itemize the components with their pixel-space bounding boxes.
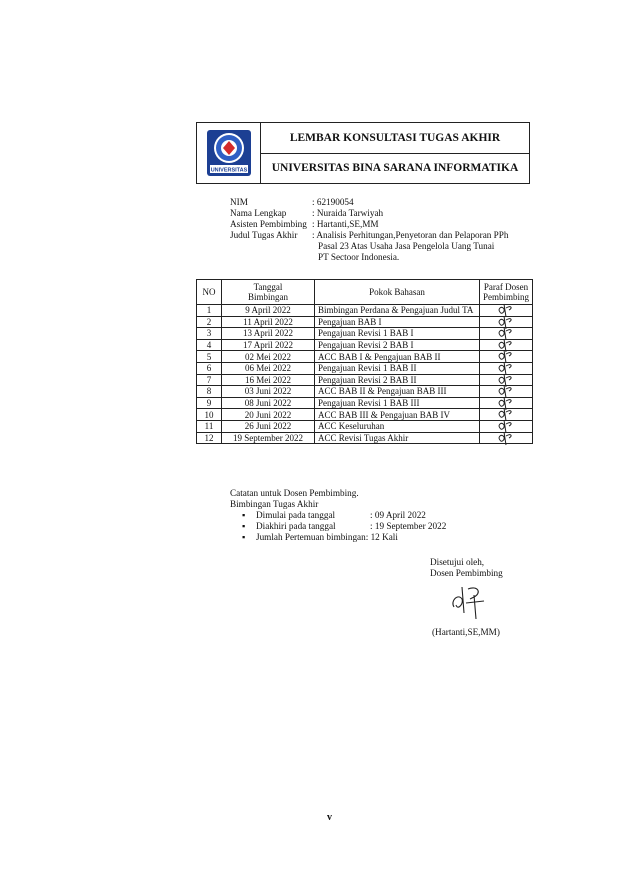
row-date: 9 April 2022 <box>222 305 315 317</box>
header-date <box>222 280 315 305</box>
row-topic: Pengajuan Revisi 1 BAB II <box>315 362 480 374</box>
notes-subtitle: Bimbingan Tugas Akhir <box>230 499 319 509</box>
name-value: : Nuraida Tarwiyah <box>312 208 384 218</box>
page-number: v <box>327 812 332 823</box>
table-row <box>197 305 533 317</box>
end-value: : 19 September 2022 <box>370 521 447 531</box>
document-header <box>196 122 530 184</box>
header-topic: Pokok Bahasan <box>315 280 480 305</box>
table-row <box>197 328 533 340</box>
signer-name: (Hartanti,SE,MM) <box>432 627 500 637</box>
start-line <box>242 510 446 521</box>
start-value: : 09 April 2022 <box>370 510 426 520</box>
thesis-label: Judul Tugas Akhir <box>230 230 298 240</box>
table-row <box>197 397 533 409</box>
row-no: 4 <box>197 339 222 351</box>
row-date: 16 Mei 2022 <box>222 374 315 386</box>
row-no: 9 <box>197 397 222 409</box>
row-no: 7 <box>197 374 222 386</box>
university-name: UNIVERSITAS BINA SARANA INFORMATIKA <box>271 162 519 175</box>
signature-icon <box>448 583 488 621</box>
bullet-icon: ▪ <box>242 510 246 520</box>
supervisor-notes <box>230 488 446 543</box>
row-paraf <box>479 432 532 444</box>
row-no: 5 <box>197 351 222 363</box>
count-value: : 12 Kali <box>365 532 398 542</box>
header-date-line-2: Bimbingan <box>248 292 288 302</box>
table-row <box>197 351 533 363</box>
student-info <box>230 197 522 263</box>
bullet-icon: ▪ <box>242 521 246 531</box>
row-no: 2 <box>197 316 222 328</box>
row-date: 17 April 2022 <box>222 339 315 351</box>
bullet-icon: ▪ <box>242 532 246 542</box>
table-row <box>197 362 533 374</box>
table-row <box>197 432 533 444</box>
row-topic: Pengajuan Revisi 2 BAB II <box>315 374 480 386</box>
header-paraf <box>479 280 532 305</box>
approval-line-1: Disetujui oleh, <box>430 557 485 567</box>
name-line <box>230 208 522 219</box>
table-row <box>197 420 533 432</box>
assistant-label: Asisten Pembimbing <box>230 219 307 229</box>
assistant-value: : Hartanti,SE,MM <box>312 219 379 229</box>
header-no: NO <box>197 280 222 305</box>
table-row <box>197 386 533 398</box>
row-date: 03 Juni 2022 <box>222 386 315 398</box>
row-date: 06 Mei 2022 <box>222 362 315 374</box>
row-topic: ACC Keseluruhan <box>315 420 480 432</box>
table-row <box>197 374 533 386</box>
row-no: 3 <box>197 328 222 340</box>
row-no: 6 <box>197 362 222 374</box>
approval-line-2: Dosen Pembimbing <box>430 568 503 578</box>
university-logo-icon <box>206 129 252 177</box>
logo-cell <box>197 123 261 183</box>
row-topic: ACC BAB I & Pengajuan BAB II <box>315 351 480 363</box>
row-date: 11 April 2022 <box>222 316 315 328</box>
name-label: Nama Lengkap <box>230 208 287 218</box>
document-title: LEMBAR KONSULTASI TUGAS AKHIR <box>261 123 529 154</box>
assistant-line <box>230 219 522 230</box>
row-topic: Pengajuan BAB I <box>315 316 480 328</box>
thesis-value-line-2: Pasal 23 Atas Usaha Jasa Pengelola Uang Tunai <box>318 241 495 251</box>
row-date: 02 Mei 2022 <box>222 351 315 363</box>
nim-line <box>230 197 522 208</box>
table-row <box>197 409 533 421</box>
start-label: Dimulai pada tanggal <box>256 510 336 520</box>
thesis-value-line-1: : Analisis Perhitungan,Penyetoran dan Pelaporan PPh <box>312 230 509 240</box>
row-date: 20 Juni 2022 <box>222 409 315 421</box>
approval-block <box>430 557 503 579</box>
row-no: 11 <box>197 420 222 432</box>
thesis-value <box>312 230 522 263</box>
count-line <box>242 532 446 543</box>
notes-bullets <box>242 510 446 543</box>
nim-value: : 62190054 <box>312 197 354 207</box>
title-cell <box>261 123 529 183</box>
table-row <box>197 339 533 351</box>
end-line <box>242 521 446 532</box>
row-topic: ACC BAB III & Pengajuan BAB IV <box>315 409 480 421</box>
svg-text:UNIVERSITAS: UNIVERSITAS <box>210 167 247 174</box>
row-topic: Bimbingan Perdana & Pengajuan Judul TA <box>315 305 480 317</box>
row-no: 10 <box>197 409 222 421</box>
row-topic: ACC BAB II & Pengajuan BAB III <box>315 386 480 398</box>
header-date-line-1: Tanggal <box>253 282 283 292</box>
row-date: 13 April 2022 <box>222 328 315 340</box>
thesis-line <box>230 230 522 263</box>
row-date: 26 Juni 2022 <box>222 420 315 432</box>
row-topic: Pengajuan Revisi 1 BAB I <box>315 328 480 340</box>
row-topic: Pengajuan Revisi 1 BAB III <box>315 397 480 409</box>
paraf-signature-icon <box>496 430 516 446</box>
count-label: Jumlah Pertemuan bimbingan <box>256 532 366 542</box>
table-header-row <box>197 280 533 305</box>
row-topic: ACC Revisi Tugas Akhir <box>315 432 480 444</box>
thesis-value-line-3: PT Sectoor Indonesia. <box>318 252 400 262</box>
header-paraf-line-2: Pembimbing <box>482 292 529 302</box>
row-topic: Pengajuan Revisi 2 BAB I <box>315 339 480 351</box>
nim-label: NIM <box>230 197 248 207</box>
notes-title: Catatan untuk Dosen Pembimbing. <box>230 488 359 498</box>
row-no: 12 <box>197 432 222 444</box>
end-label: Diakhiri pada tanggal <box>256 521 336 531</box>
header-paraf-line-1: Paraf Dosen <box>483 282 529 292</box>
consultation-table <box>196 279 533 444</box>
row-date: 08 Juni 2022 <box>222 397 315 409</box>
row-no: 1 <box>197 305 222 317</box>
table-row <box>197 316 533 328</box>
row-date: 19 September 2022 <box>222 432 315 444</box>
row-no: 8 <box>197 386 222 398</box>
